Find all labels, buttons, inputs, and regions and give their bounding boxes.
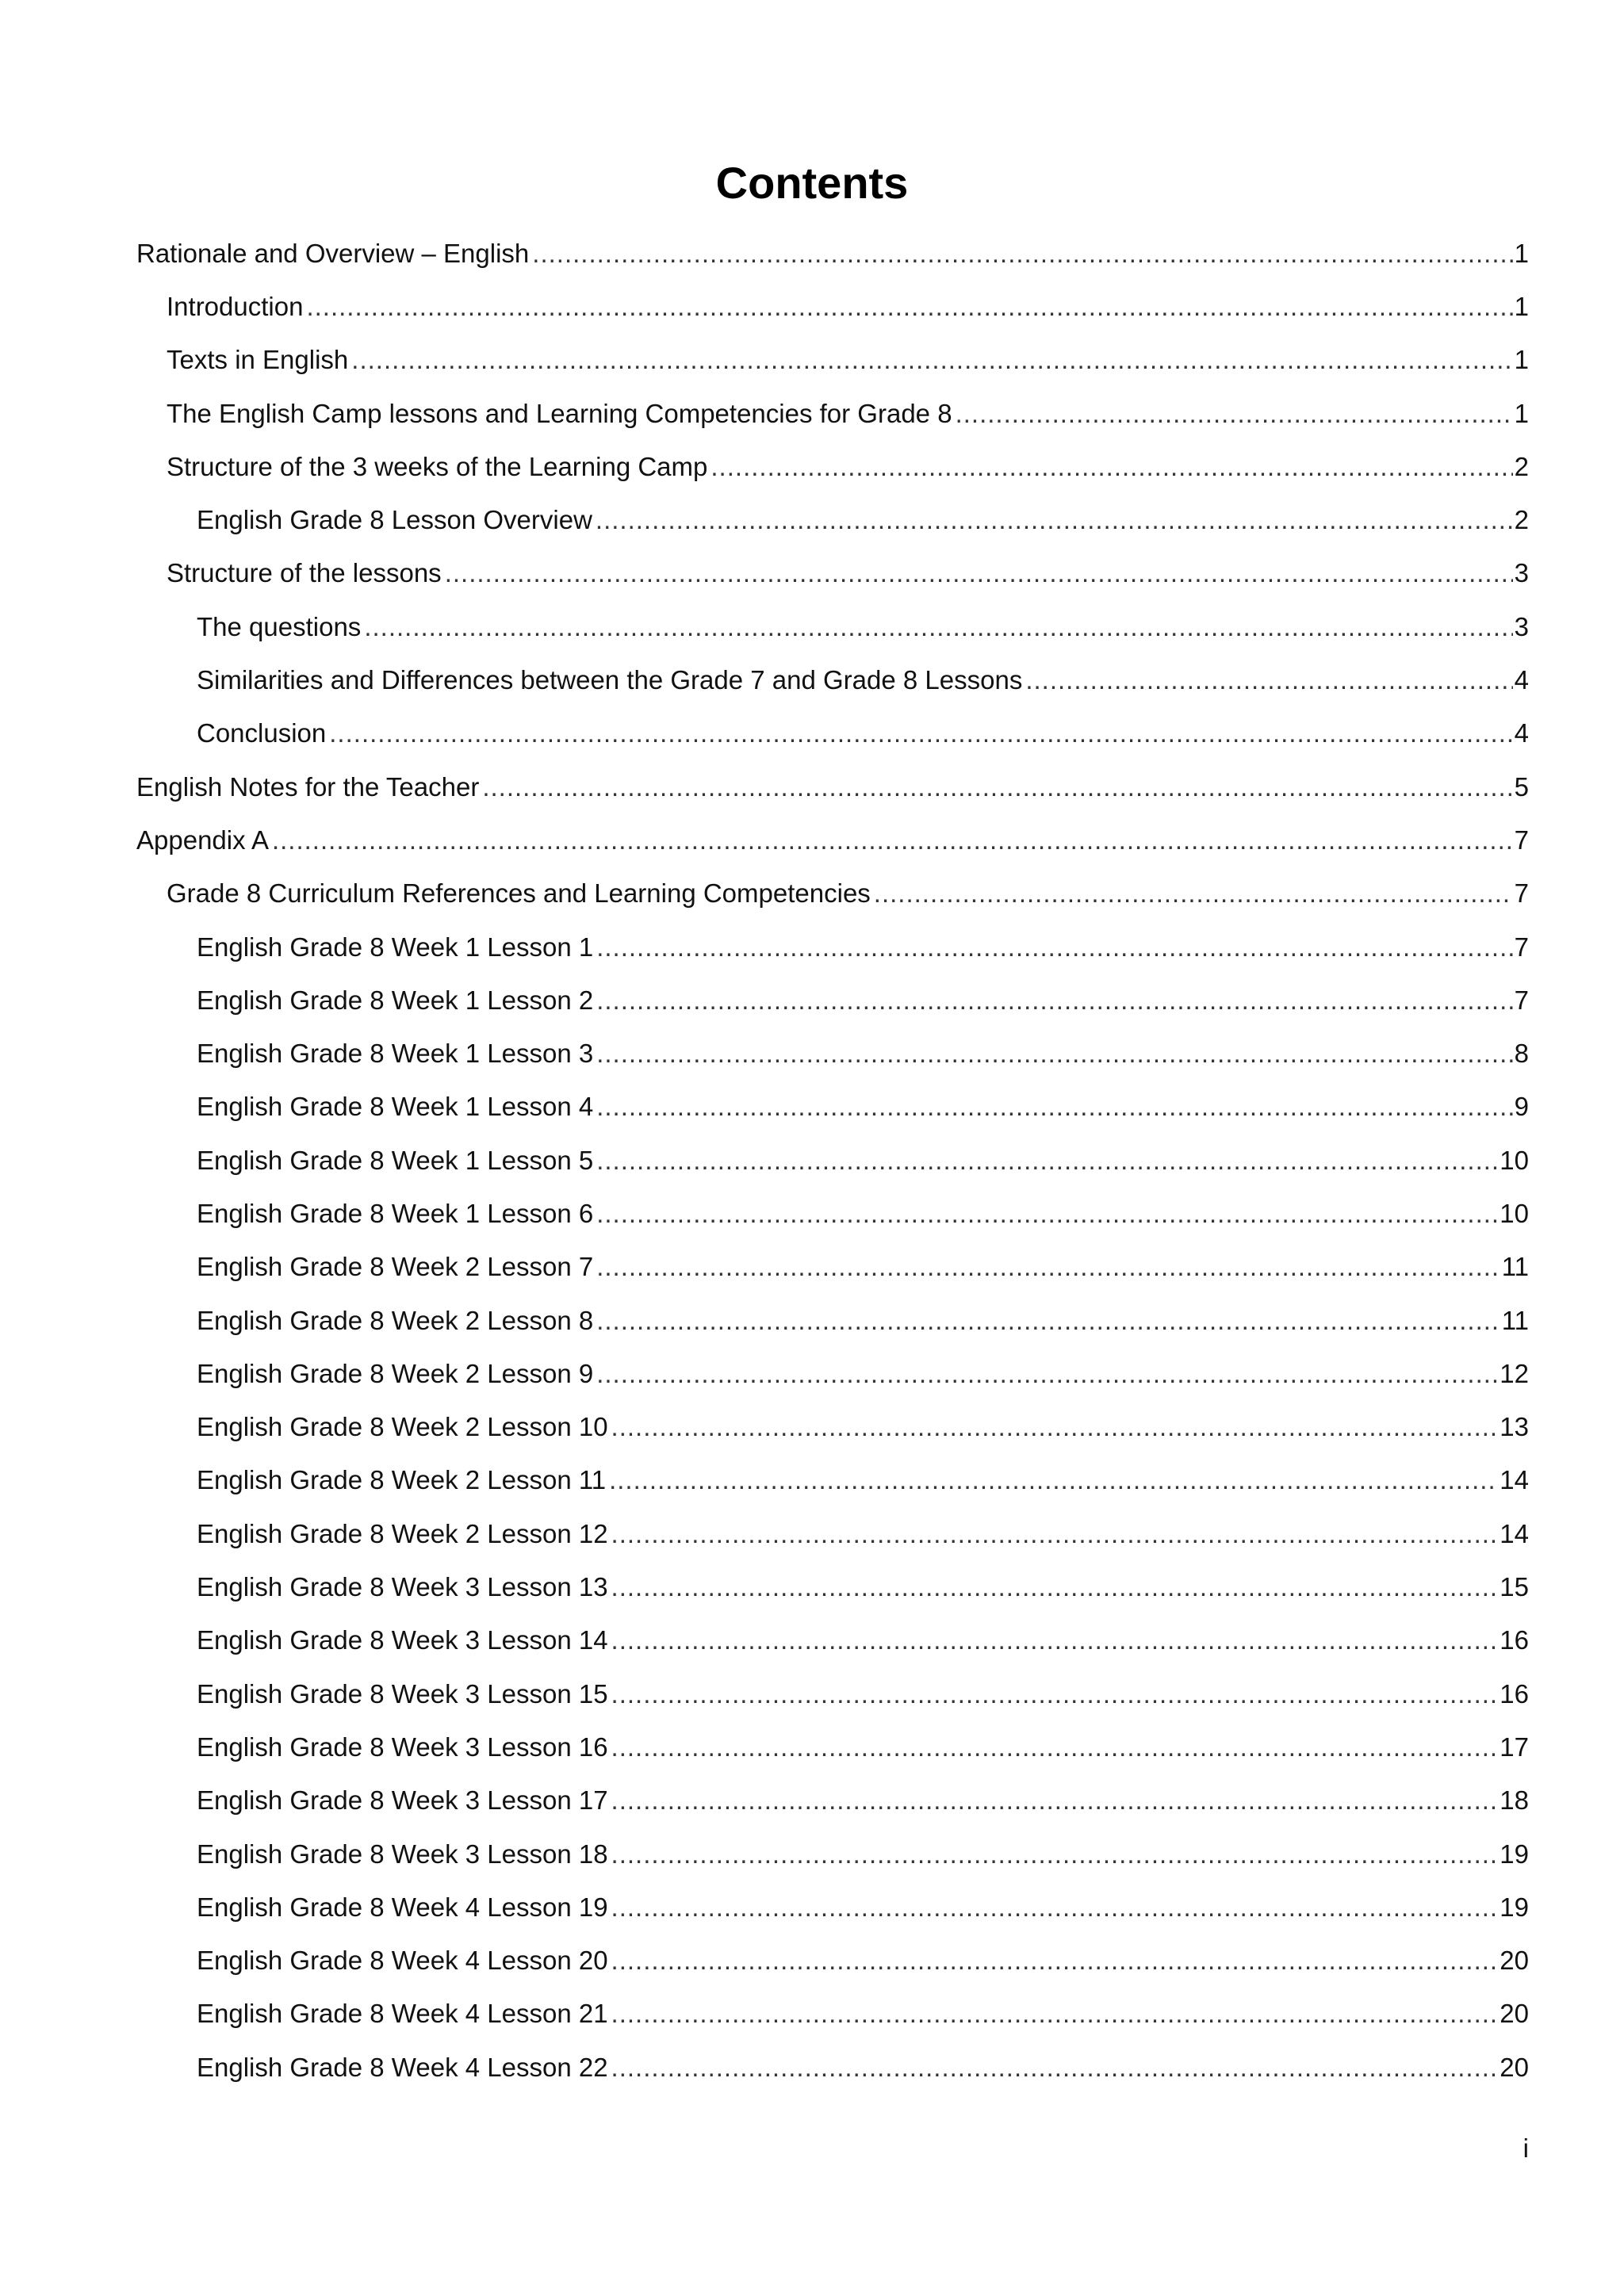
toc-entry-page: 3 — [1514, 611, 1529, 641]
dot-leader — [611, 1998, 1499, 2030]
toc-entry[interactable] — [136, 1934, 1529, 1988]
dot-leader — [956, 398, 1513, 430]
toc-entry[interactable] — [136, 1187, 1529, 1240]
toc-entry-page: 7 — [1514, 878, 1529, 909]
toc-entry-page: 19 — [1500, 1892, 1529, 1922]
toc-entry-page: 3 — [1514, 558, 1529, 588]
dot-leader — [532, 238, 1512, 270]
toc-entry-title: Structure of the 3 weeks of the Learning Camp — [167, 451, 708, 481]
toc-entry[interactable] — [136, 867, 1529, 920]
dot-leader — [611, 1624, 1499, 1656]
toc-entry-page: 11 — [1501, 1305, 1529, 1335]
toc-entry-page: 2 — [1514, 451, 1529, 481]
toc-entry-title: English Grade 8 Week 3 Lesson 14 — [197, 1625, 608, 1655]
toc-entry-page: 19 — [1500, 1839, 1529, 1869]
toc-entry[interactable] — [136, 1081, 1529, 1134]
toc-entry[interactable] — [136, 1614, 1529, 1667]
toc-entry[interactable] — [136, 1507, 1529, 1560]
page-title: Contents — [715, 158, 909, 208]
toc-entry[interactable] — [136, 1667, 1529, 1720]
toc-entry-title: English Grade 8 Week 3 Lesson 16 — [197, 1732, 608, 1762]
dot-leader — [611, 1571, 1499, 1603]
toc-entry-title: English Grade 8 Week 2 Lesson 9 — [197, 1358, 594, 1388]
toc-entry[interactable] — [136, 2041, 1529, 2094]
toc-entry-page: 4 — [1514, 718, 1529, 748]
toc-entry-title: English Grade 8 Week 3 Lesson 13 — [197, 1572, 608, 1602]
page-number: i — [1522, 2133, 1529, 2163]
toc-entry[interactable] — [136, 1347, 1529, 1400]
toc-entry-title: English Grade 8 Week 1 Lesson 1 — [197, 932, 594, 962]
toc-entry[interactable] — [136, 1827, 1529, 1881]
dot-leader — [596, 1198, 1498, 1230]
toc-entry-page: 20 — [1500, 2052, 1529, 2082]
toc-entry[interactable] — [136, 974, 1529, 1027]
toc-entry-page: 1 — [1514, 345, 1529, 375]
toc-entry-page: 14 — [1500, 1518, 1529, 1548]
toc-entry[interactable] — [136, 920, 1529, 974]
toc-entry-page: 2 — [1514, 505, 1529, 535]
dot-leader — [329, 718, 1512, 749]
dot-leader — [596, 504, 1513, 536]
toc-entry-title: English Grade 8 Week 4 Lesson 21 — [197, 1999, 608, 2029]
toc-entry-title: English Grade 8 Lesson Overview — [197, 505, 592, 535]
toc-entry-title: English Grade 8 Week 2 Lesson 12 — [197, 1518, 608, 1548]
toc-entry[interactable] — [136, 387, 1529, 440]
toc-entry[interactable] — [136, 440, 1529, 493]
toc-entry-title: Structure of the lessons — [167, 558, 442, 588]
dot-leader — [874, 878, 1513, 909]
toc-entry-title: English Grade 8 Week 1 Lesson 2 — [197, 985, 594, 1015]
toc-entry[interactable] — [136, 1988, 1529, 2041]
toc-entry[interactable] — [136, 1241, 1529, 1294]
toc-entry[interactable] — [136, 493, 1529, 546]
toc-entry-title: Grade 8 Curriculum References and Learning Competencies — [167, 878, 871, 909]
toc-entry-page: 1 — [1514, 291, 1529, 321]
toc-entry-page: 11 — [1501, 1252, 1529, 1282]
dot-leader — [596, 932, 1512, 963]
toc-entry-page: 15 — [1500, 1572, 1529, 1602]
dot-leader — [596, 1251, 1500, 1283]
toc-entry-page: 5 — [1514, 771, 1529, 802]
toc-entry-page: 4 — [1514, 665, 1529, 695]
dot-leader — [364, 611, 1512, 643]
toc-entry[interactable] — [136, 1134, 1529, 1187]
toc-entry-page: 9 — [1514, 1092, 1529, 1122]
toc-entry-title: English Grade 8 Week 3 Lesson 18 — [197, 1839, 608, 1869]
dot-leader — [611, 1732, 1499, 1763]
dot-leader — [611, 2052, 1499, 2084]
toc-entry-page: 10 — [1500, 1145, 1529, 1175]
dot-leader — [445, 557, 1513, 589]
dot-leader — [482, 771, 1512, 803]
toc-entry-page: 18 — [1500, 1785, 1529, 1816]
toc-entry[interactable] — [136, 813, 1529, 867]
toc-entry[interactable] — [136, 760, 1529, 813]
toc-entry-title: Rationale and Overview – English — [136, 238, 530, 268]
dot-leader — [609, 1464, 1498, 1496]
toc-entry-page: 7 — [1514, 932, 1529, 962]
toc-entry-title: English Grade 8 Week 2 Lesson 8 — [197, 1305, 594, 1335]
toc-entry-title: English Grade 8 Week 3 Lesson 15 — [197, 1678, 608, 1709]
toc-entry-title: English Grade 8 Week 3 Lesson 17 — [197, 1785, 608, 1816]
toc-entry[interactable] — [136, 653, 1529, 706]
toc-entry[interactable] — [136, 227, 1529, 280]
dot-leader — [1025, 664, 1512, 696]
dot-leader — [611, 1518, 1499, 1550]
dot-leader — [611, 1945, 1499, 1976]
dot-leader — [710, 451, 1512, 483]
dot-leader — [611, 1839, 1499, 1870]
dot-leader — [611, 1785, 1499, 1816]
toc-entry-page: 14 — [1500, 1465, 1529, 1495]
dot-leader — [351, 344, 1512, 376]
dot-leader — [272, 825, 1513, 856]
toc-entry[interactable] — [136, 1560, 1529, 1613]
toc-entry[interactable] — [136, 1294, 1529, 1347]
dot-leader — [596, 1038, 1512, 1070]
toc-entry-page: 16 — [1500, 1625, 1529, 1655]
toc-entry-page: 7 — [1514, 985, 1529, 1015]
toc-entry-title: English Grade 8 Week 2 Lesson 10 — [197, 1412, 608, 1442]
toc-entry[interactable] — [136, 547, 1529, 600]
toc-entry-title: English Grade 8 Week 4 Lesson 20 — [197, 1946, 608, 1976]
toc-entry-page: 20 — [1500, 1946, 1529, 1976]
toc-entry[interactable] — [136, 1401, 1529, 1454]
toc-entry-title: English Grade 8 Week 4 Lesson 22 — [197, 2052, 608, 2082]
toc-entry-title: The English Camp lessons and Learning Competencies for Grade 8 — [167, 398, 952, 428]
toc-entry-title: English Grade 8 Week 2 Lesson 7 — [197, 1252, 594, 1282]
toc-entry[interactable] — [136, 1454, 1529, 1507]
toc-entry[interactable] — [136, 1774, 1529, 1827]
toc-entry-page: 13 — [1500, 1412, 1529, 1442]
toc-entry-title: English Grade 8 Week 1 Lesson 6 — [197, 1198, 594, 1228]
toc-entry-page: 8 — [1514, 1039, 1529, 1069]
toc-entry-page: 17 — [1500, 1732, 1529, 1762]
toc-entry-title: Similarities and Differences between the Grade 7 and Grade 8 Lessons — [197, 665, 1023, 695]
toc-entry-title: The questions — [197, 611, 362, 641]
table-of-contents — [136, 227, 1529, 2094]
toc-entry[interactable] — [136, 1027, 1529, 1080]
dot-leader — [596, 1305, 1500, 1337]
dot-leader — [611, 1892, 1499, 1923]
toc-entry-title: Conclusion — [197, 718, 327, 748]
toc-entry-title: English Grade 8 Week 1 Lesson 3 — [197, 1039, 594, 1069]
toc-entry[interactable] — [136, 280, 1529, 333]
toc-entry[interactable] — [136, 334, 1529, 387]
dot-leader — [306, 291, 1512, 323]
toc-entry-title: Texts in English — [167, 345, 349, 375]
dot-leader — [611, 1678, 1499, 1710]
toc-entry-title: English Notes for the Teacher — [136, 771, 480, 802]
toc-entry-page: 10 — [1500, 1198, 1529, 1228]
toc-entry-page: 12 — [1500, 1358, 1529, 1388]
dot-leader — [596, 1091, 1512, 1123]
toc-entry-page: 16 — [1500, 1678, 1529, 1709]
toc-entry-title: English Grade 8 Week 4 Lesson 19 — [197, 1892, 608, 1922]
dot-leader — [611, 1411, 1499, 1443]
dot-leader — [596, 985, 1512, 1016]
toc-entry[interactable] — [136, 1720, 1529, 1774]
toc-entry[interactable] — [136, 707, 1529, 760]
toc-entry-title: Appendix A — [136, 825, 269, 855]
toc-entry-page: 7 — [1514, 825, 1529, 855]
toc-entry-title: Introduction — [167, 291, 304, 321]
dot-leader — [596, 1145, 1498, 1177]
dot-leader — [596, 1358, 1498, 1390]
toc-entry[interactable] — [136, 600, 1529, 653]
toc-entry-title: English Grade 8 Week 2 Lesson 11 — [197, 1465, 607, 1495]
toc-entry[interactable] — [136, 1881, 1529, 1934]
toc-entry-page: 20 — [1500, 1999, 1529, 2029]
toc-entry-page: 1 — [1514, 238, 1529, 268]
toc-entry-title: English Grade 8 Week 1 Lesson 5 — [197, 1145, 594, 1175]
toc-entry-title: English Grade 8 Week 1 Lesson 4 — [197, 1092, 594, 1122]
toc-entry-page: 1 — [1514, 398, 1529, 428]
